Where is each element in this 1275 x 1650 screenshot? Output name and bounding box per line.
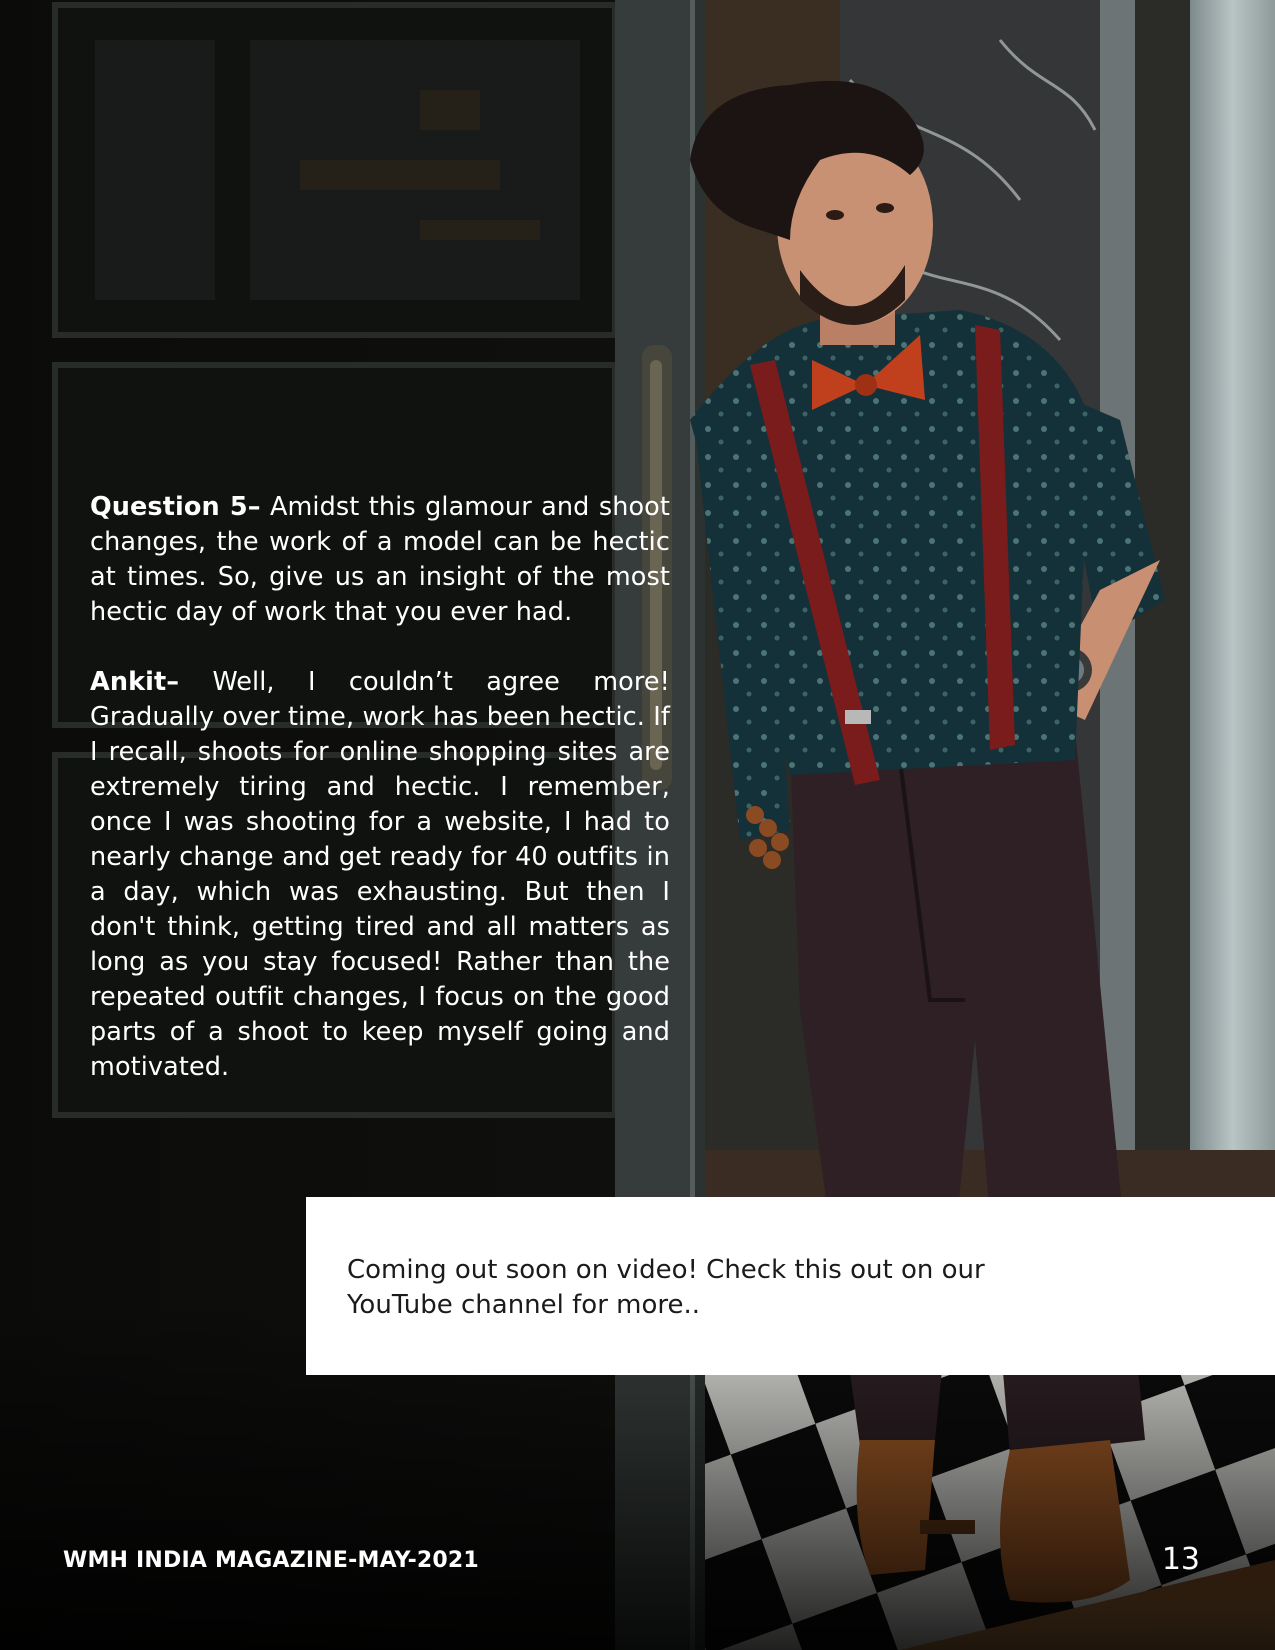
answer-paragraph [90,665,670,1085]
video-callout-text: Coming out soon on video! Check this out on our YouTube channel for more.. [347,1255,985,1320]
question-paragraph [90,490,670,630]
page-number: 13 [1161,1542,1200,1577]
video-callout-box [306,1197,1275,1375]
answer-label: Ankit– [90,667,180,697]
answer-text: Well, I couldn’t agree more! Gradually over time, work has been hectic. If I recall, shoots for online shopping sites are extremely tiring and hectic. I remember, once I was shooting for a website, I had to nearly change and get ready for 40 outfits in a day, which was exhausting. But then I don't think, getting tired and all matters as long as you stay focused! Rather than the repeated outfit changes, I focus on the good parts of a shoot to keep myself going and motivated. [90,667,670,1082]
question-label: Question 5– [90,492,261,522]
question-text: Amidst this glamour and shoot changes, the work of a model can be hectic at times. So, give us an insight of the most hectic day of work that you ever had. [90,492,670,627]
magazine-footer: WMH INDIA MAGAZINE-MAY-2021 [63,1548,479,1573]
interview-article [90,490,670,1120]
